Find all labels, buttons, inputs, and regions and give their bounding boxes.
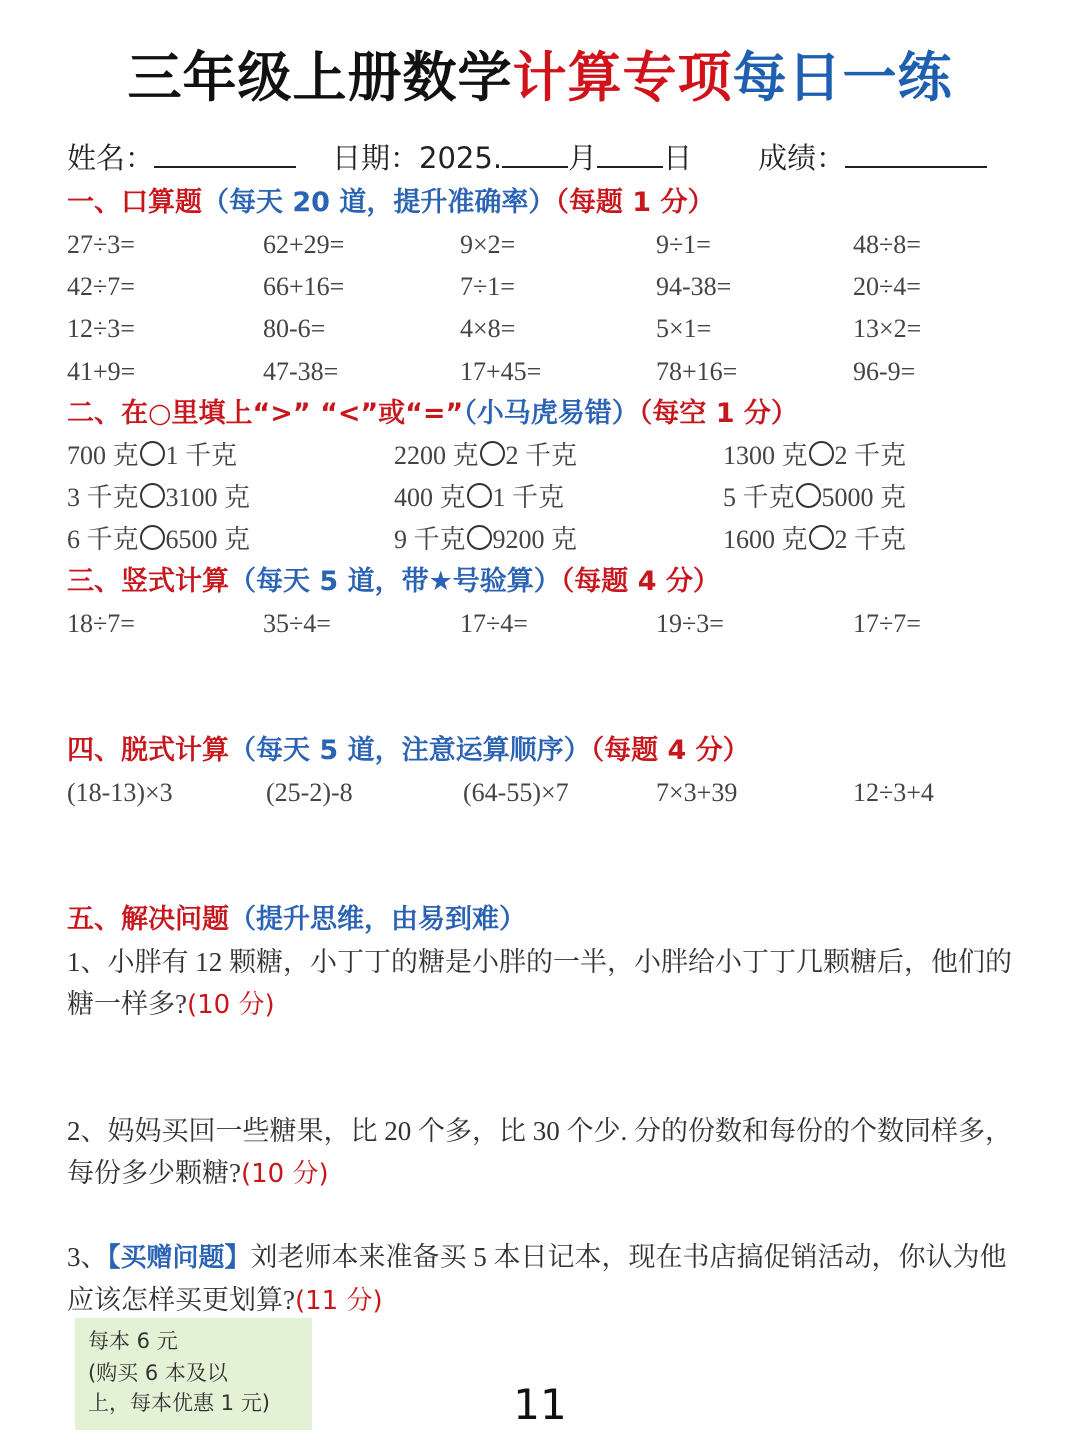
mental-math-item: 66+16= bbox=[263, 272, 345, 301]
answer-circle[interactable] bbox=[809, 441, 834, 466]
stepwise-calc-item: 7×3+39 bbox=[656, 778, 738, 807]
stepwise-calc-item: (64-55)×7 bbox=[463, 778, 569, 807]
stepwise-calc-item: 12÷3+4 bbox=[853, 778, 934, 807]
section-1-heading: 一、口算题（每天 20 道，提升准确率）（每题 1 分） bbox=[67, 187, 715, 218]
vertical-calc-item: 18÷7= bbox=[67, 609, 135, 638]
word-problem-1: 1、小胖有 12 颗糖，小丁丁的糖是小胖的一半，小胖给小丁丁几颗糖后，他们的糖一样多?(10 分) bbox=[67, 947, 1012, 1020]
mental-math-item: 4×8= bbox=[460, 314, 516, 343]
mental-math-item: 13×2= bbox=[853, 314, 922, 343]
compare-item: 3 千克 3100 克 bbox=[67, 483, 251, 512]
answer-circle[interactable] bbox=[467, 483, 492, 508]
compare-item: 400 克 1 千克 bbox=[394, 483, 565, 512]
day-label: 日 bbox=[663, 141, 693, 175]
mental-math-item: 17+45= bbox=[460, 357, 542, 386]
compare-item: 6 千克 6500 克 bbox=[67, 525, 251, 554]
score-blank[interactable] bbox=[845, 136, 987, 168]
stepwise-calc-item: (18-13)×3 bbox=[67, 778, 173, 807]
vertical-calc-item: 19÷3= bbox=[656, 609, 724, 638]
mental-math-item: 62+29= bbox=[263, 230, 345, 259]
mental-math-item: 78+16= bbox=[656, 357, 738, 386]
compare-item: 2200 克 2 千克 bbox=[394, 441, 578, 470]
mental-math-item: 27÷3= bbox=[67, 230, 135, 259]
answer-circle[interactable] bbox=[140, 525, 165, 550]
mental-math-item: 9×2= bbox=[460, 230, 516, 259]
answer-circle[interactable] bbox=[467, 525, 492, 550]
compare-item: 1600 克 2 千克 bbox=[723, 525, 907, 554]
name-label: 姓名： bbox=[67, 141, 155, 175]
month-blank[interactable] bbox=[502, 136, 568, 168]
section-4-heading: 四、脱式计算（每天 5 道，注意运算顺序）（每题 4 分） bbox=[67, 735, 750, 766]
month-label: 月 bbox=[568, 141, 598, 175]
date-label: 日期：2025. bbox=[332, 141, 503, 175]
compare-item: 5 千克 5000 克 bbox=[723, 483, 907, 512]
mental-math-item: 47-38= bbox=[263, 357, 339, 386]
promotion-line-3: 上，每本优惠 1 元) bbox=[88, 1391, 270, 1415]
answer-circle[interactable] bbox=[140, 441, 165, 466]
mental-math-item: 5×1= bbox=[656, 314, 712, 343]
mental-math-item: 94-38= bbox=[656, 272, 732, 301]
title-part-1: 三年级上册数学 bbox=[127, 46, 513, 109]
mental-math-item: 7÷1= bbox=[460, 272, 515, 301]
answer-circle[interactable] bbox=[796, 483, 821, 508]
day-blank[interactable] bbox=[597, 136, 663, 168]
vertical-calc-item: 35÷4= bbox=[263, 609, 331, 638]
mental-math-item: 9÷1= bbox=[656, 230, 711, 259]
mental-math-item: 80-6= bbox=[263, 314, 326, 343]
mental-math-item: 42÷7= bbox=[67, 272, 135, 301]
mental-math-item: 48÷8= bbox=[853, 230, 921, 259]
student-info-line bbox=[67, 136, 1007, 180]
word-problem-2: 2、妈妈买回一些糖果，比 20 个多，比 30 个少. 分的份数和每份的个数同样多，每份多少颗糖?(10 分) bbox=[67, 1116, 1012, 1189]
mental-math-item: 41+9= bbox=[67, 357, 136, 386]
compare-item: 1300 克 2 千克 bbox=[723, 441, 907, 470]
section-3-heading: 三、竖式计算（每天 5 道，带★号验算）（每题 4 分） bbox=[67, 566, 720, 597]
section-5-heading: 五、解决问题（提升思维，由易到难） bbox=[67, 904, 526, 935]
word-problem-3: 3、【买赠问题】刘老师本来准备买 5 本日记本，现在书店搞促销活动，你认为他应该怎样买更划算?(11 分) bbox=[67, 1242, 1007, 1316]
title-part-2: 计算专项 bbox=[512, 46, 733, 109]
promotion-line-2: (购买 6 本及以 bbox=[88, 1361, 228, 1385]
mental-math-item: 20÷4= bbox=[853, 272, 921, 301]
title-part-3: 每日一练 bbox=[732, 46, 953, 109]
promotion-box bbox=[75, 1318, 312, 1430]
mental-math-item: 12÷3= bbox=[67, 314, 135, 343]
page-number: 11 bbox=[513, 1380, 567, 1429]
promotion-line-1: 每本 6 元 bbox=[88, 1329, 178, 1353]
score-label: 成绩： bbox=[758, 141, 846, 175]
vertical-calc-item: 17÷4= bbox=[460, 609, 528, 638]
page-title bbox=[0, 40, 1080, 116]
name-blank[interactable] bbox=[154, 136, 296, 168]
vertical-calc-item: 17÷7= bbox=[853, 609, 921, 638]
compare-item: 700 克 1 千克 bbox=[67, 441, 238, 470]
answer-circle[interactable] bbox=[809, 525, 834, 550]
section-2-heading: 二、在○里填上“>” “<”或“=”（小马虎易错）（每空 1 分） bbox=[67, 398, 798, 429]
answer-circle[interactable] bbox=[140, 483, 165, 508]
answer-circle[interactable] bbox=[480, 441, 505, 466]
compare-item: 9 千克 9200 克 bbox=[394, 525, 578, 554]
stepwise-calc-item: (25-2)-8 bbox=[266, 778, 353, 807]
mental-math-item: 96-9= bbox=[853, 357, 916, 386]
